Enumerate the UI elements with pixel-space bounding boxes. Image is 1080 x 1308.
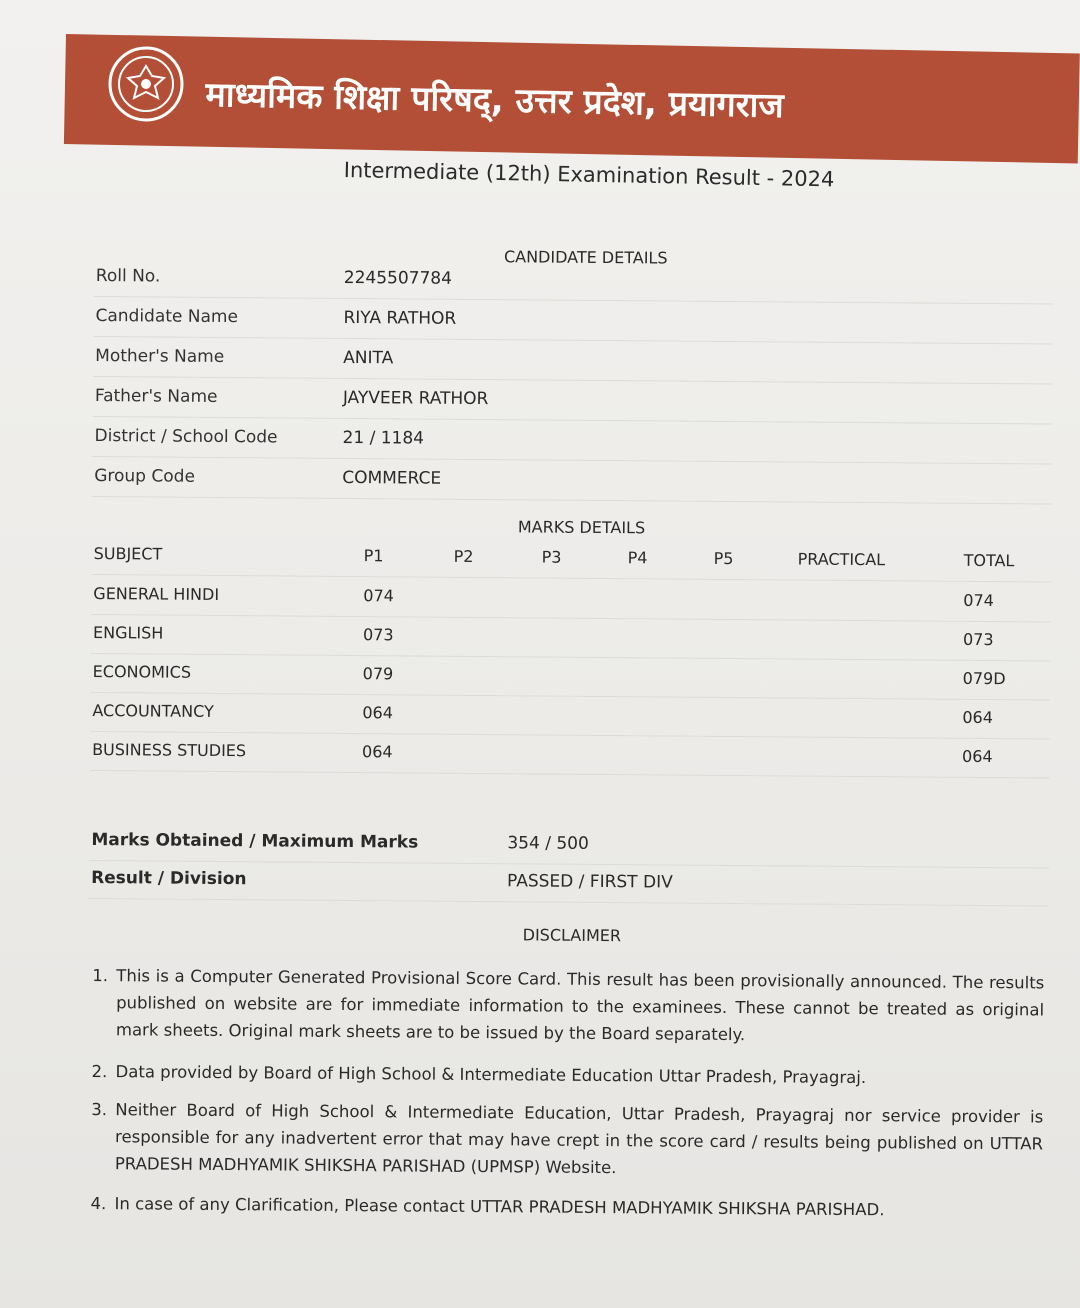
detail-value: ANITA	[343, 347, 394, 369]
detail-label: Mother's Name	[95, 346, 225, 368]
disclaimer-text: This is a Computer Generated Provisional Score Card. This result has been provisionally announced. The results published on website are for immediate information to the examinees. These cannot be treated as original mark sheets. Original mark sheets are to be issued by the Board separately.	[115, 966, 1045, 1045]
disclaimer-number: 4.	[90, 1193, 107, 1214]
subject-cell: BUSINESS STUDIES	[92, 739, 247, 761]
p1-cell: 064	[362, 742, 393, 762]
p1-cell: 074	[363, 586, 394, 606]
document-title: Intermediate (12th) Examination Result - 2024	[343, 158, 835, 192]
p1-cell: 073	[362, 625, 394, 645]
disclaimer-number: 2.	[91, 1061, 108, 1082]
detail-value: JAYVEER RATHOR	[342, 387, 489, 410]
disclaimer-text: Neither Board of High School & Intermediate Education, Uttar Pradesh, Prayagraj nor service provider is responsible for any inadvertent error that may have crept in the score card / results being published on UTTAR PRADESH MADHYAMIK SHIKSHA PARISHAD (UPMSP) Website.	[114, 1100, 1044, 1178]
column-header: SUBJECT	[93, 543, 163, 564]
subject-cell: GENERAL HINDI	[93, 583, 220, 604]
disclaimer-item	[87, 1096, 1044, 1178]
table-row	[90, 732, 1050, 779]
detail-row-mother-name	[93, 338, 1053, 385]
column-header: PRACTICAL	[797, 549, 886, 570]
detail-value: 21 / 1184	[342, 427, 425, 449]
total-cell: 074	[963, 590, 994, 611]
marks-details-heading: MARKS DETAILS	[517, 517, 646, 538]
column-header: P1	[363, 546, 384, 566]
disclaimer-heading: DISCLAIMER	[522, 925, 622, 946]
candidate-details-heading: CANDIDATE DETAILS	[503, 247, 668, 268]
detail-label: District / School Code	[94, 426, 278, 448]
total-cell: 064	[962, 746, 993, 767]
column-header: P3	[541, 547, 562, 567]
result-division-value: PASSED / FIRST DIV	[507, 871, 673, 893]
detail-label: Father's Name	[94, 386, 218, 407]
detail-row-group-code	[92, 458, 1052, 505]
column-header: P5	[713, 548, 734, 569]
detail-label: Candidate Name	[95, 306, 239, 328]
board-seal-icon	[106, 44, 186, 124]
column-header: TOTAL	[963, 550, 1015, 571]
board-name-hindi: माध्यमिक शिक्षा परिषद्, उत्तर प्रदेश, प्रयागराज	[205, 74, 785, 127]
detail-label: Group Code	[94, 466, 196, 487]
p1-cell: 079	[362, 664, 394, 684]
total-cell: 079D	[962, 668, 1006, 689]
column-header: P2	[453, 546, 474, 566]
column-header: P4	[627, 548, 648, 568]
detail-row-candidate-name	[93, 298, 1053, 345]
detail-value: COMMERCE	[342, 467, 442, 489]
marks-obtained-value: 354 / 500	[507, 833, 589, 854]
subject-cell: ENGLISH	[92, 622, 164, 643]
disclaimer-number: 1.	[92, 966, 109, 986]
p1-cell: 064	[362, 703, 394, 723]
detail-value: 2245507784	[343, 267, 453, 289]
disclaimer-item	[87, 1190, 1043, 1220]
detail-value: RIYA RATHOR	[343, 307, 457, 329]
disclaimer-item	[88, 1058, 1044, 1088]
disclaimer-number: 3.	[91, 1099, 108, 1120]
detail-row-district-school-code	[92, 418, 1052, 465]
detail-label: Roll No.	[95, 266, 161, 287]
summary-row-result	[89, 860, 1049, 907]
subject-cell: ACCOUNTANCY	[92, 700, 214, 721]
marks-obtained-label: Marks Obtained / Maximum Marks	[91, 829, 419, 853]
detail-row-roll-no	[94, 258, 1054, 305]
subject-cell: ECONOMICS	[92, 661, 192, 682]
disclaimer-item	[88, 962, 1045, 1045]
disclaimer-text: Data provided by Board of High School & Intermediate Education Uttar Pradesh, Prayagraj.	[115, 1062, 867, 1088]
result-division-label: Result / Division	[91, 867, 247, 890]
disclaimer-text: In case of any Clarification, Please contact UTTAR PRADESH MADHYAMIK SHIKSHA PARISHAD.	[114, 1194, 885, 1220]
detail-row-father-name	[93, 378, 1053, 425]
marks-header-row	[91, 536, 1051, 583]
total-cell: 064	[962, 707, 994, 728]
total-cell: 073	[962, 629, 994, 650]
